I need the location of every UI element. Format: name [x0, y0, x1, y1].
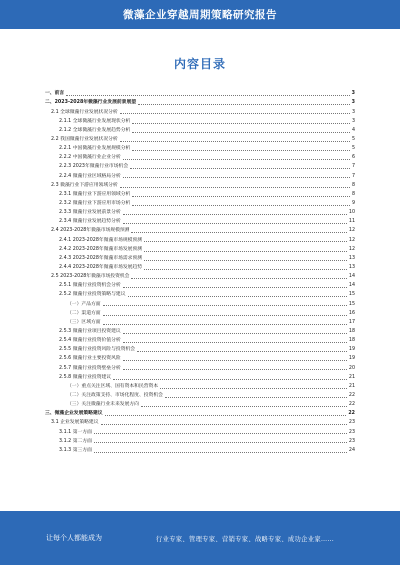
toc-entry-page: 5 — [351, 146, 355, 152]
toc-entry-page: 12 — [348, 228, 355, 234]
toc-dot-leader — [144, 268, 347, 270]
toc-entry[interactable] — [45, 280, 355, 289]
toc-entry-label: 2.3.4 微藻行业发展趋势分析 — [59, 219, 121, 225]
toc-dot-leader — [132, 195, 350, 197]
toc-dot-leader — [123, 359, 347, 361]
toc-entry[interactable] — [45, 243, 355, 252]
toc-entry-label: 2.4.4 2023-2028年微藻市场发展趋势 — [59, 265, 143, 271]
toc-entry-label: 2.5.5 微藻行业投资风险与投资机会 — [59, 347, 136, 353]
toc-entry[interactable] — [45, 344, 355, 353]
toc-entry[interactable] — [45, 262, 355, 271]
toc-entry-page: 18 — [348, 338, 355, 344]
toc-entry-page: 3 — [351, 109, 355, 115]
toc-dot-leader — [66, 94, 349, 96]
toc-entry-label: 2.5 2023-2028年微藻市场投资机会 — [51, 274, 130, 280]
toc-entry[interactable] — [45, 298, 355, 307]
toc-dot-leader — [120, 186, 350, 188]
toc-entry-label: 2.2.4 微藻行业区域格局分析 — [59, 173, 121, 179]
toc-entry-label: 2.1.2 全球微藻行业发展趋势分析 — [59, 127, 131, 133]
toc-dot-leader — [137, 350, 347, 352]
toc-entry[interactable] — [45, 426, 355, 435]
toc-dot-leader — [132, 149, 350, 151]
toc-entry-label: 2.3.1 微藻行业下游应用领域分析 — [59, 191, 131, 197]
toc-entry-label: 3.1.2 第二方面 — [59, 438, 92, 444]
toc-entry-label: 2.5.3 微藻行业项目投资建议 — [59, 329, 121, 334]
toc-dot-leader — [101, 423, 347, 425]
toc-entry-label: 3.1 企业发展策略建议 — [51, 420, 99, 426]
toc-entry[interactable] — [45, 207, 355, 216]
toc-dot-leader — [123, 332, 347, 334]
toc-dot-leader — [94, 432, 347, 434]
toc-entry-label: 三、微藻企业发展策略建议 — [45, 411, 103, 417]
toc-dot-leader — [132, 204, 350, 206]
toc-entry[interactable] — [45, 408, 355, 417]
toc-entry[interactable] — [45, 143, 355, 152]
toc-entry[interactable] — [45, 335, 355, 344]
toc-entry-label: 3.1.3 第三方面 — [59, 447, 92, 453]
toc-dot-leader — [120, 140, 350, 142]
toc-entry[interactable] — [45, 289, 355, 298]
toc-entry[interactable] — [45, 326, 355, 335]
toc-entry-page: 8 — [351, 182, 355, 188]
toc-entry-label: （一）产品方面 — [67, 301, 101, 307]
toc-dot-leader — [120, 112, 350, 114]
toc-entry[interactable] — [45, 234, 355, 243]
toc-entry[interactable] — [45, 216, 355, 225]
toc-entry-label: 2.4.2 2023-2028年微藻市场发展预测 — [59, 246, 143, 252]
toc-entry-label: 2.1 全球微藻行业发展状况分析 — [51, 109, 118, 115]
toc-entry-page: 9 — [351, 201, 355, 207]
toc-entry[interactable] — [45, 399, 355, 408]
toc-entry-page: 21 — [348, 383, 355, 389]
toc-entry-page: 22 — [348, 402, 355, 408]
toc-entry-page: 13 — [348, 255, 355, 261]
toc-entry[interactable] — [45, 179, 355, 188]
toc-entry-page: 22 — [348, 392, 355, 398]
toc-entry[interactable] — [45, 353, 355, 362]
toc-entry-page: 15 — [348, 301, 355, 307]
toc-entry-page: 3 — [351, 118, 355, 124]
toc-entry[interactable] — [45, 307, 355, 316]
toc-entry[interactable] — [45, 189, 355, 198]
toc-heading: 内容目录 — [173, 57, 226, 71]
toc-dot-leader — [144, 240, 347, 242]
toc-dot-leader — [132, 131, 350, 133]
toc-dot-leader — [113, 378, 347, 380]
toc-dot-leader — [123, 341, 347, 343]
toc-entry[interactable] — [45, 88, 355, 97]
toc-entry-page: 3 — [351, 91, 355, 97]
toc-entry-page: 8 — [351, 191, 355, 197]
toc-entry-page: 19 — [348, 356, 355, 362]
toc-entry-label: 2.5.7 微藻行业投资壁垒分析 — [59, 365, 121, 371]
toc-entry[interactable] — [45, 161, 355, 170]
toc-dot-leader — [103, 323, 347, 325]
toc-entry[interactable] — [45, 444, 355, 453]
toc-dot-leader — [160, 387, 347, 389]
toc-entry-page: 3 — [351, 100, 355, 106]
toc-dot-leader — [123, 213, 347, 215]
toc-entry[interactable] — [45, 170, 355, 179]
toc-entry-label: （二）渠道方面 — [67, 310, 101, 316]
toc-entry[interactable] — [45, 97, 355, 106]
toc-entry-page: 18 — [348, 329, 355, 334]
toc-entry-label: 2.2 我国微藻行业发展状况分析 — [51, 137, 118, 143]
toc-entry[interactable] — [45, 152, 355, 161]
toc-entry-page: 24 — [348, 447, 355, 453]
toc-entry-label: （二）关注政策支持、市场化程度、投资机会 — [67, 392, 163, 398]
toc-entry-page: 19 — [348, 347, 355, 353]
toc-entry[interactable] — [45, 225, 355, 234]
toc-entry-page: 22 — [348, 411, 355, 417]
toc-dot-leader — [128, 295, 347, 297]
toc-entry[interactable] — [45, 106, 355, 115]
toc-entry-label: （一）重点关注区域、国有资本和民营资本 — [67, 383, 159, 389]
toc-dot-leader — [123, 176, 350, 178]
toc-entry-label: 2.2.3 2023年微藻行业市场机会 — [59, 164, 129, 170]
report-title: 微藻企业穿越周期策略研究报告 — [123, 9, 277, 21]
toc-entry-page: 16 — [348, 310, 355, 316]
toc-dot-leader — [132, 122, 350, 124]
toc-entry-page: 14 — [348, 274, 355, 280]
toc-entry[interactable] — [45, 271, 355, 280]
toc-entry-label: 二、2023-2028年微藻行业发展前景展望 — [45, 100, 137, 106]
toc-entry[interactable] — [45, 362, 355, 371]
toc-dot-leader — [131, 231, 346, 233]
report-header-bar — [0, 0, 400, 29]
footer-bar — [0, 511, 400, 565]
toc-entry-label: 2.1.1 全球微藻行业发展现状分析 — [59, 118, 131, 124]
toc-entry-label: 2.3 微藻行业下游应用领域分析 — [51, 182, 118, 188]
toc-entry-label: （三）区域方面 — [67, 319, 101, 325]
toc-entry-page: 14 — [348, 283, 355, 289]
toc-entry-label: 2.5.8 微藻行业投资建议 — [59, 374, 112, 380]
toc-entry[interactable] — [45, 417, 355, 426]
toc-entry-label: （三）关注微藻行业未来发展方向 — [67, 402, 139, 408]
toc-entry-page: 4 — [351, 127, 355, 133]
toc-dot-leader — [123, 286, 347, 288]
toc-entry[interactable] — [45, 115, 355, 124]
toc-dot-leader — [123, 368, 347, 370]
toc-entry-label: 2.3.3 微藻行业发展前景分析 — [59, 210, 121, 216]
toc-entry[interactable] — [45, 317, 355, 326]
toc-entry-label: 2.2.1 中国微藻行业发展规模分析 — [59, 146, 131, 152]
toc-entry-label: 2.2.2 中国微藻行业企业分析 — [59, 155, 121, 161]
toc-entry-label: 3.1.1 第一方面 — [59, 429, 92, 435]
toc-entry[interactable] — [45, 371, 355, 380]
toc-entry[interactable] — [45, 381, 355, 390]
toc-dot-leader — [94, 451, 347, 453]
toc-entry[interactable] — [45, 125, 355, 134]
toc-entry-page: 7 — [351, 173, 355, 179]
toc-entry-page: 6 — [351, 155, 355, 161]
toc-entry-page: 17 — [348, 319, 355, 325]
toc-entry-page: 12 — [348, 246, 355, 252]
toc-entry-page: 11 — [348, 219, 355, 225]
toc-entry-page: 15 — [348, 292, 355, 298]
toc-entry-label: 一、前言 — [45, 91, 65, 97]
toc-dot-leader — [123, 158, 350, 160]
toc-dot-leader — [141, 405, 347, 407]
toc-entry-label: 2.4.3 2023-2028年微藻市场需求预测 — [59, 255, 143, 261]
toc-dot-leader — [165, 396, 347, 398]
footer-slogan-left: 让每个人都能成为 — [46, 534, 102, 542]
toc-entry-page: 7 — [351, 164, 355, 170]
toc-dot-leader — [103, 314, 347, 316]
toc-entry[interactable] — [45, 134, 355, 143]
toc-entry-label: 2.5.4 微藻行业投资价值分析 — [59, 338, 121, 344]
toc-dot-leader — [103, 304, 347, 306]
toc-entry[interactable] — [45, 390, 355, 399]
toc-entry-label: 2.3.2 微藻行业下游应用市场分析 — [59, 201, 131, 207]
toc-dot-leader — [94, 441, 347, 443]
toc-entry-label: 2.5.1 微藻行业投资机会分析 — [59, 283, 121, 289]
toc-entry-page: 5 — [351, 137, 355, 143]
footer-slogan-right: 行业专家、管理专家、营销专家、战略专家、成功企业家…… — [156, 535, 335, 543]
toc-entry-page: 13 — [348, 265, 355, 271]
toc-entry-page: 23 — [348, 438, 355, 444]
toc-entry[interactable] — [45, 435, 355, 444]
toc-entry-page: 23 — [348, 420, 355, 426]
toc-entry-page: 21 — [348, 374, 355, 380]
table-of-contents — [45, 88, 355, 454]
toc-dot-leader — [144, 259, 347, 261]
toc-entry-page: 12 — [348, 237, 355, 243]
toc-entry-page: 23 — [348, 429, 355, 435]
toc-entry[interactable] — [45, 253, 355, 262]
toc-entry-label: 2.5.6 微藻行业主要投资风险 — [59, 356, 121, 362]
toc-dot-leader — [130, 167, 350, 169]
toc-entry[interactable] — [45, 198, 355, 207]
toc-entry-label: 2.4 2023-2028年微藻市场规模预测 — [51, 228, 130, 234]
toc-entry-label: 2.4.1 2023-2028年微藻市场规模预测 — [59, 237, 143, 243]
toc-dot-leader — [144, 250, 347, 252]
toc-entry-page: 20 — [348, 365, 355, 371]
toc-dot-leader — [105, 414, 347, 416]
toc-dot-leader — [131, 277, 346, 279]
toc-dot-leader — [138, 103, 350, 105]
toc-entry-label: 2.5.2 微藻行业投资策略与建议 — [59, 292, 126, 298]
toc-entry-page: 10 — [348, 210, 355, 216]
toc-dot-leader — [123, 222, 347, 224]
